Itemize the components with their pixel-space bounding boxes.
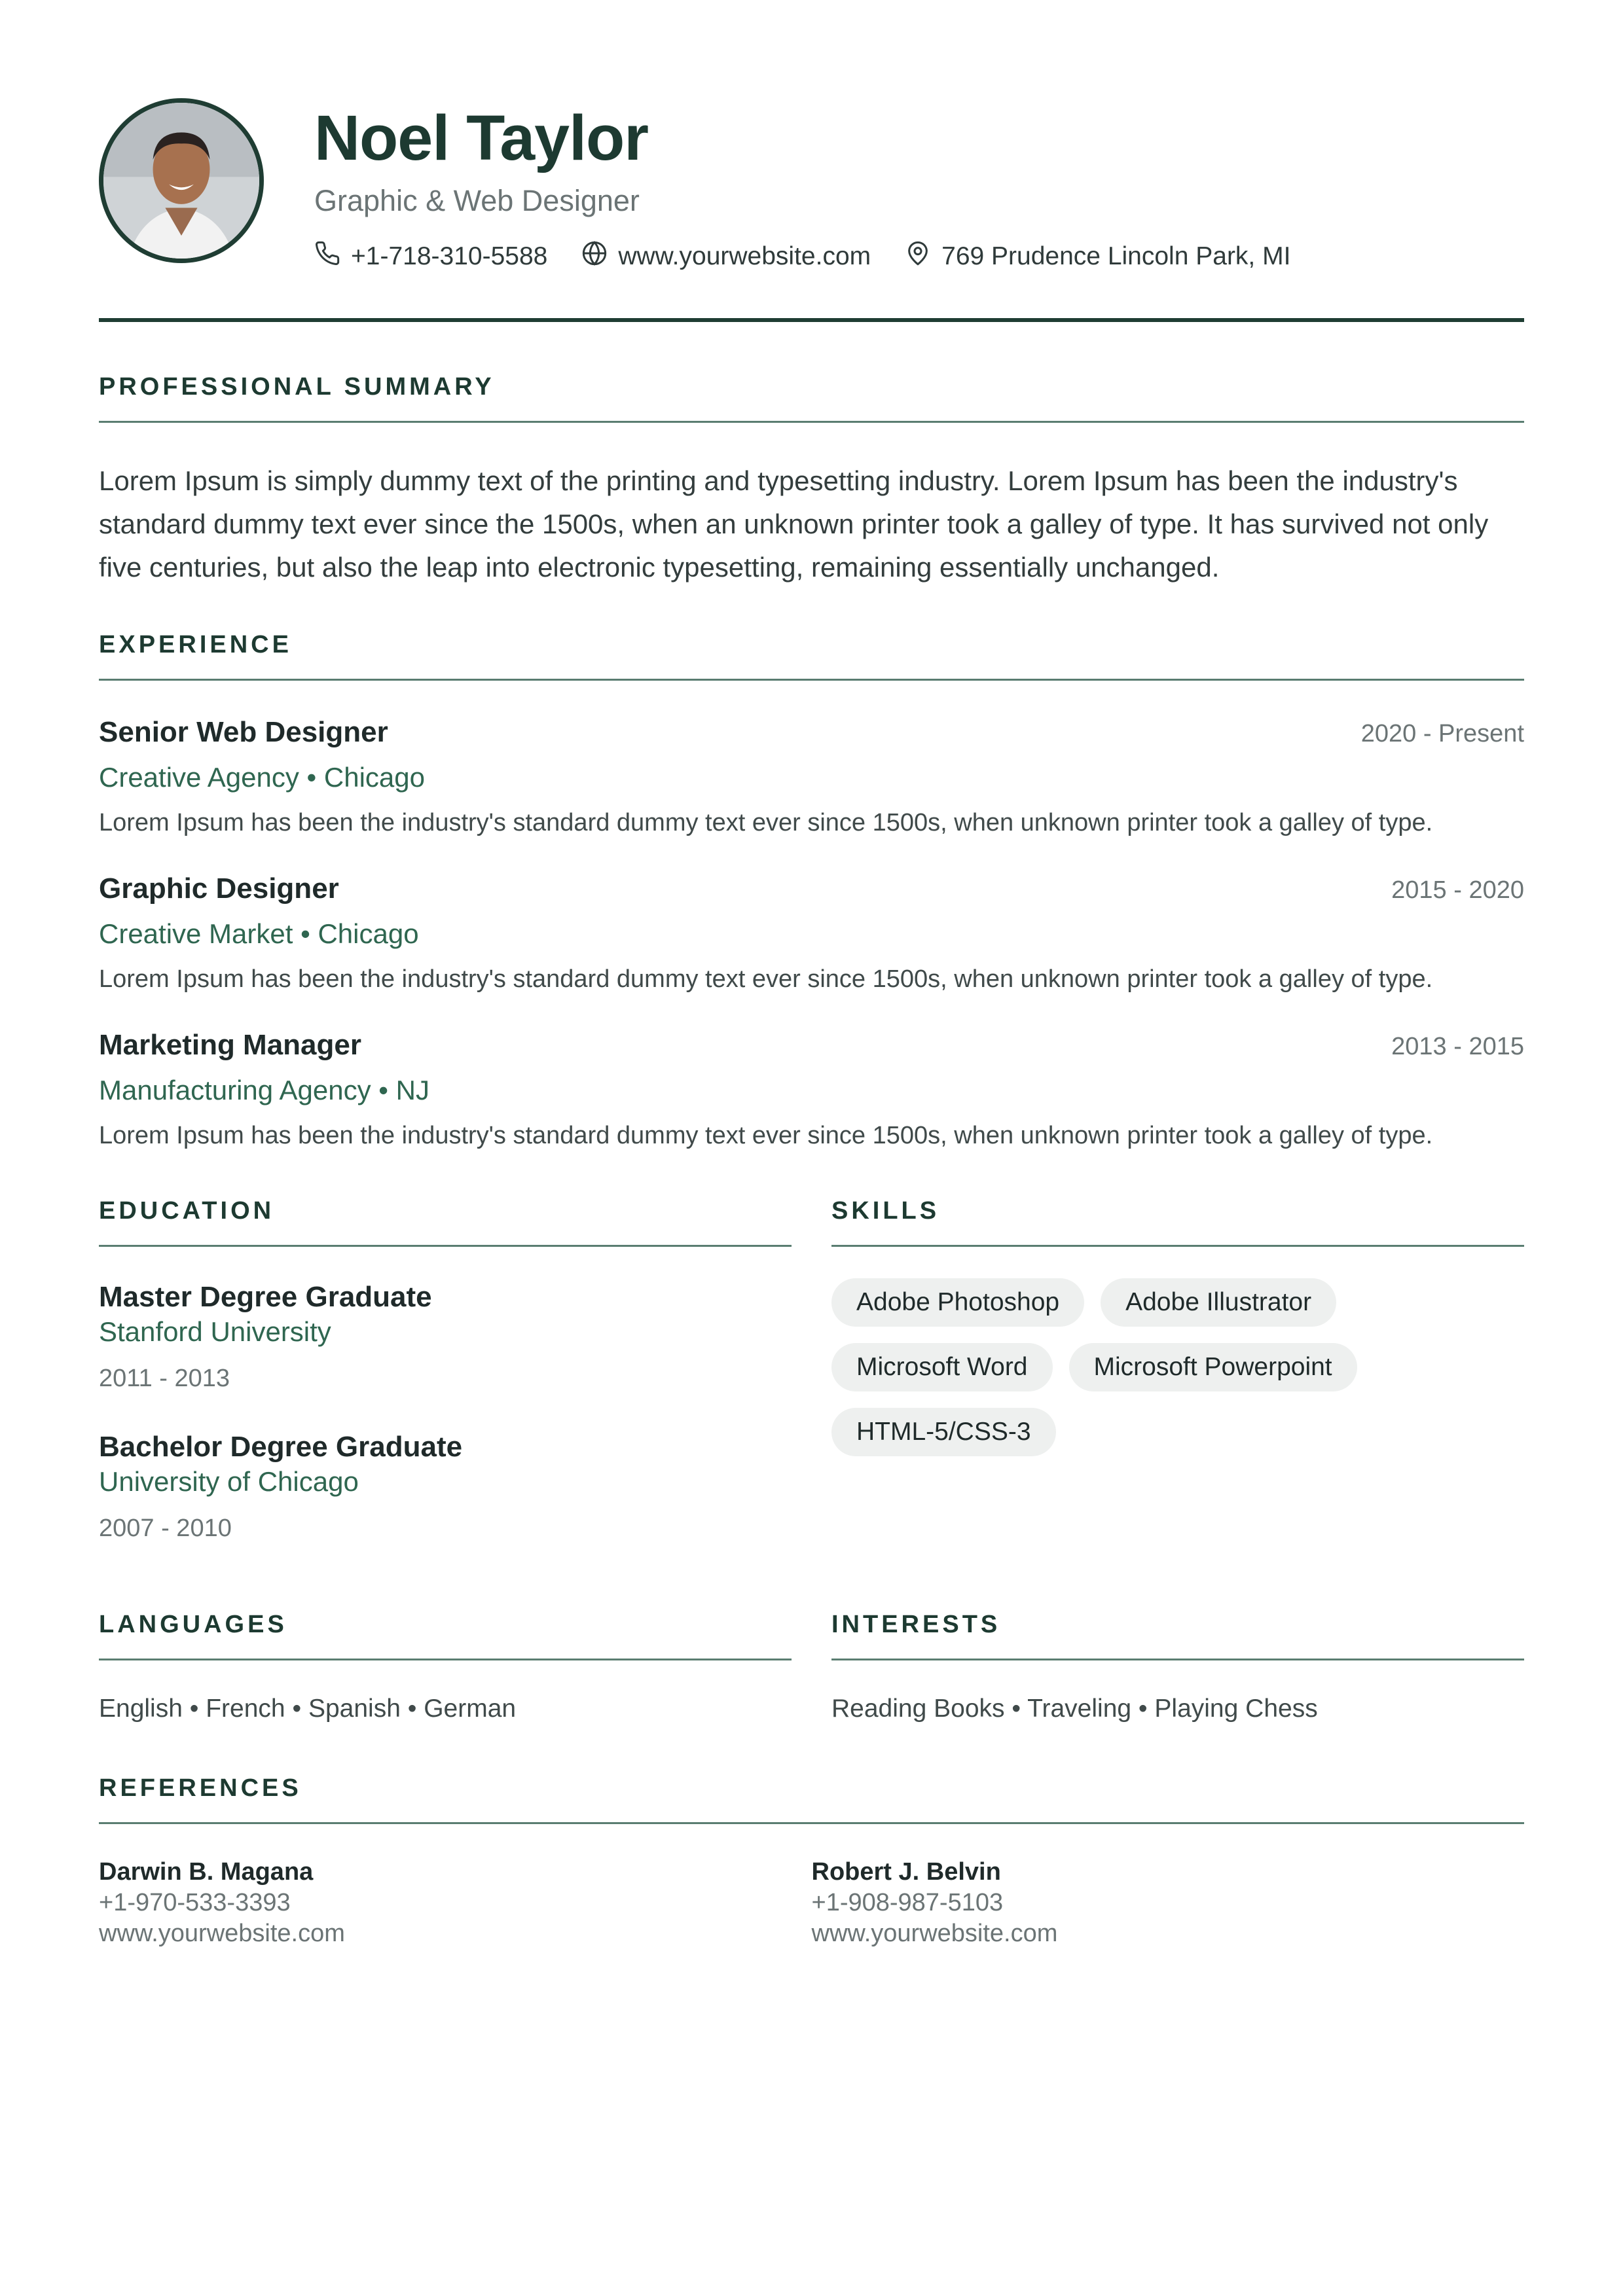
section-heading: EDUCATION: [99, 1197, 275, 1225]
reference-phone: +1-908-987-5103: [811, 1889, 1004, 1916]
reference-phone: +1-970-533-3393: [99, 1889, 291, 1916]
job-date: 2015 - 2020: [1391, 876, 1524, 904]
address-text: 769 Prudence Lincoln Park, MI: [941, 242, 1291, 270]
job-title: Graphic Designer: [99, 872, 339, 905]
candidate-title: Graphic & Web Designer: [314, 183, 640, 217]
location-pin-icon: [905, 240, 941, 273]
education-entry: [99, 1281, 792, 1393]
languages-interests-row: [99, 1611, 1524, 1723]
job-company: Creative Agency • Chicago: [99, 762, 425, 793]
job-company: Creative Market • Chicago: [99, 918, 419, 949]
degree-title: Master Degree Graduate: [99, 1281, 432, 1313]
section-divider: [99, 1245, 792, 1247]
reference-name: Robert J. Belvin: [811, 1858, 1001, 1886]
contact-address: [905, 240, 1290, 273]
job-title: Marketing Manager: [99, 1029, 361, 1061]
summary-section: [99, 373, 1524, 589]
references-list: [99, 1858, 1524, 1948]
skill-chip: Adobe Illustrator: [1101, 1278, 1336, 1327]
languages-list: English • French • Spanish • German: [99, 1695, 517, 1723]
interests-section: [831, 1611, 1524, 1723]
website-text: www.yourwebsite.com: [618, 242, 871, 270]
section-divider: [99, 1659, 792, 1660]
school-name: University of Chicago: [99, 1466, 359, 1497]
education-date: 2011 - 2013: [99, 1365, 230, 1392]
education-entry: [99, 1431, 792, 1543]
contact-website[interactable]: [581, 240, 871, 273]
section-heading: EXPERIENCE: [99, 631, 292, 658]
phone-icon: [314, 240, 351, 273]
skill-chip: Microsoft Word: [831, 1343, 1053, 1391]
education-skills-row: [99, 1197, 1524, 1543]
phone-text: +1-718-310-5588: [351, 242, 548, 270]
education-date: 2007 - 2010: [99, 1515, 232, 1542]
reference-website[interactable]: www.yourwebsite.com: [99, 1920, 345, 1947]
candidate-name: Noel Taylor: [314, 102, 649, 173]
experience-section: [99, 631, 1524, 1150]
section-divider: [831, 1659, 1524, 1660]
job-entry: [99, 716, 1524, 837]
school-name: Stanford University: [99, 1316, 331, 1347]
reference-website[interactable]: www.yourwebsite.com: [811, 1920, 1058, 1947]
contact-row: [314, 240, 1324, 273]
section-heading: PROFESSIONAL SUMMARY: [99, 373, 495, 401]
section-heading: LANGUAGES: [99, 1611, 287, 1638]
job-company: Manufacturing Agency • NJ: [99, 1075, 429, 1105]
reference-entry: [99, 1858, 812, 1948]
skill-chip: Microsoft Powerpoint: [1069, 1343, 1357, 1391]
languages-section: [99, 1611, 792, 1723]
skill-chip: HTML-5/CSS-3: [831, 1408, 1056, 1456]
skills-list: [831, 1278, 1524, 1473]
references-section: [99, 1774, 1524, 1948]
job-date: 2020 - Present: [1360, 720, 1524, 747]
job-entry: [99, 1029, 1524, 1150]
skills-section: [831, 1197, 1524, 1543]
job-description: Lorem Ipsum has been the industry's standard dummy text ever since 1500s, when unknown printer took a galley of type.: [99, 809, 1433, 836]
job-entry: [99, 872, 1524, 994]
degree-title: Bachelor Degree Graduate: [99, 1431, 463, 1463]
section-heading: SKILLS: [831, 1197, 940, 1225]
resume-header: [99, 98, 1524, 318]
education-section: [99, 1197, 792, 1543]
section-heading: REFERENCES: [99, 1774, 302, 1802]
job-description: Lorem Ipsum has been the industry's standard dummy text ever since 1500s, when unknown printer took a galley of type.: [99, 965, 1433, 993]
section-divider: [99, 1822, 1524, 1824]
job-title: Senior Web Designer: [99, 716, 388, 748]
job-description: Lorem Ipsum has been the industry's standard dummy text ever since 1500s, when unknown printer took a galley of type.: [99, 1122, 1433, 1149]
job-date: 2013 - 2015: [1391, 1033, 1524, 1060]
reference-name: Darwin B. Magana: [99, 1858, 314, 1886]
reference-entry: [812, 1858, 1525, 1948]
summary-text: Lorem Ipsum is simply dummy text of the printing and typesetting industry. Lorem Ipsum has been the industry's standard dummy text ever since the 1500s, when an unknown printer took a galley of type. It has survived not only five centuries, but also the leap into electronic typesetting, remaining essentially unchanged.: [99, 465, 1489, 583]
header-divider: [99, 318, 1524, 322]
section-heading: INTERESTS: [831, 1611, 1001, 1638]
profile-photo: [99, 98, 264, 263]
globe-icon: [581, 240, 618, 273]
contact-phone: [314, 240, 547, 273]
interests-list: Reading Books • Traveling • Playing Chess: [831, 1695, 1318, 1723]
section-divider: [831, 1245, 1524, 1247]
skill-chip: Adobe Photoshop: [831, 1278, 1084, 1327]
section-divider: [99, 421, 1524, 423]
section-divider: [99, 679, 1524, 681]
